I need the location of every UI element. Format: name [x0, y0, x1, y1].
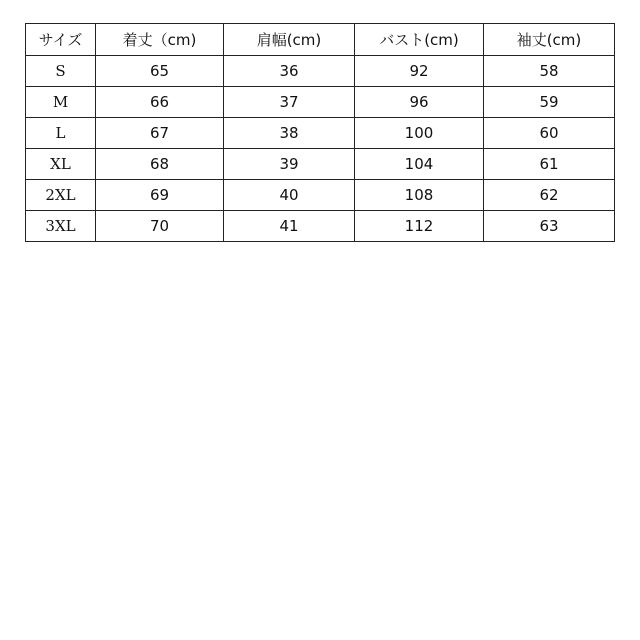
length-cell: 66 — [96, 87, 224, 118]
header-length: 着丈（cm) — [96, 24, 224, 56]
bust-cell: 108 — [355, 180, 484, 211]
table-row — [26, 149, 615, 180]
length-cell: 67 — [96, 118, 224, 149]
table-row — [26, 211, 615, 242]
size-cell: XL — [26, 149, 96, 180]
table-row — [26, 87, 615, 118]
bust-cell: 112 — [355, 211, 484, 242]
size-cell: 2XL — [26, 180, 96, 211]
shoulder-cell: 39 — [224, 149, 355, 180]
header-shoulder: 肩幅(cm) — [224, 24, 355, 56]
sleeve-cell: 63 — [484, 211, 615, 242]
bust-cell: 104 — [355, 149, 484, 180]
length-cell: 70 — [96, 211, 224, 242]
shoulder-cell: 40 — [224, 180, 355, 211]
bust-cell: 92 — [355, 56, 484, 87]
size-cell: L — [26, 118, 96, 149]
shoulder-cell: 38 — [224, 118, 355, 149]
size-chart-table — [25, 23, 615, 242]
bust-cell: 100 — [355, 118, 484, 149]
shoulder-cell: 41 — [224, 211, 355, 242]
bust-cell: 96 — [355, 87, 484, 118]
sleeve-cell: 60 — [484, 118, 615, 149]
sleeve-cell: 61 — [484, 149, 615, 180]
sleeve-cell: 62 — [484, 180, 615, 211]
header-row — [26, 24, 615, 56]
length-cell: 65 — [96, 56, 224, 87]
header-bust: バスト(cm) — [355, 24, 484, 56]
size-cell: 3XL — [26, 211, 96, 242]
shoulder-cell: 36 — [224, 56, 355, 87]
length-cell: 69 — [96, 180, 224, 211]
header-size: サイズ — [26, 24, 96, 56]
table-row — [26, 118, 615, 149]
header-sleeve: 袖丈(cm) — [484, 24, 615, 56]
size-cell: S — [26, 56, 96, 87]
length-cell: 68 — [96, 149, 224, 180]
shoulder-cell: 37 — [224, 87, 355, 118]
table-row — [26, 180, 615, 211]
sleeve-cell: 58 — [484, 56, 615, 87]
size-cell: M — [26, 87, 96, 118]
sleeve-cell: 59 — [484, 87, 615, 118]
table-row — [26, 56, 615, 87]
